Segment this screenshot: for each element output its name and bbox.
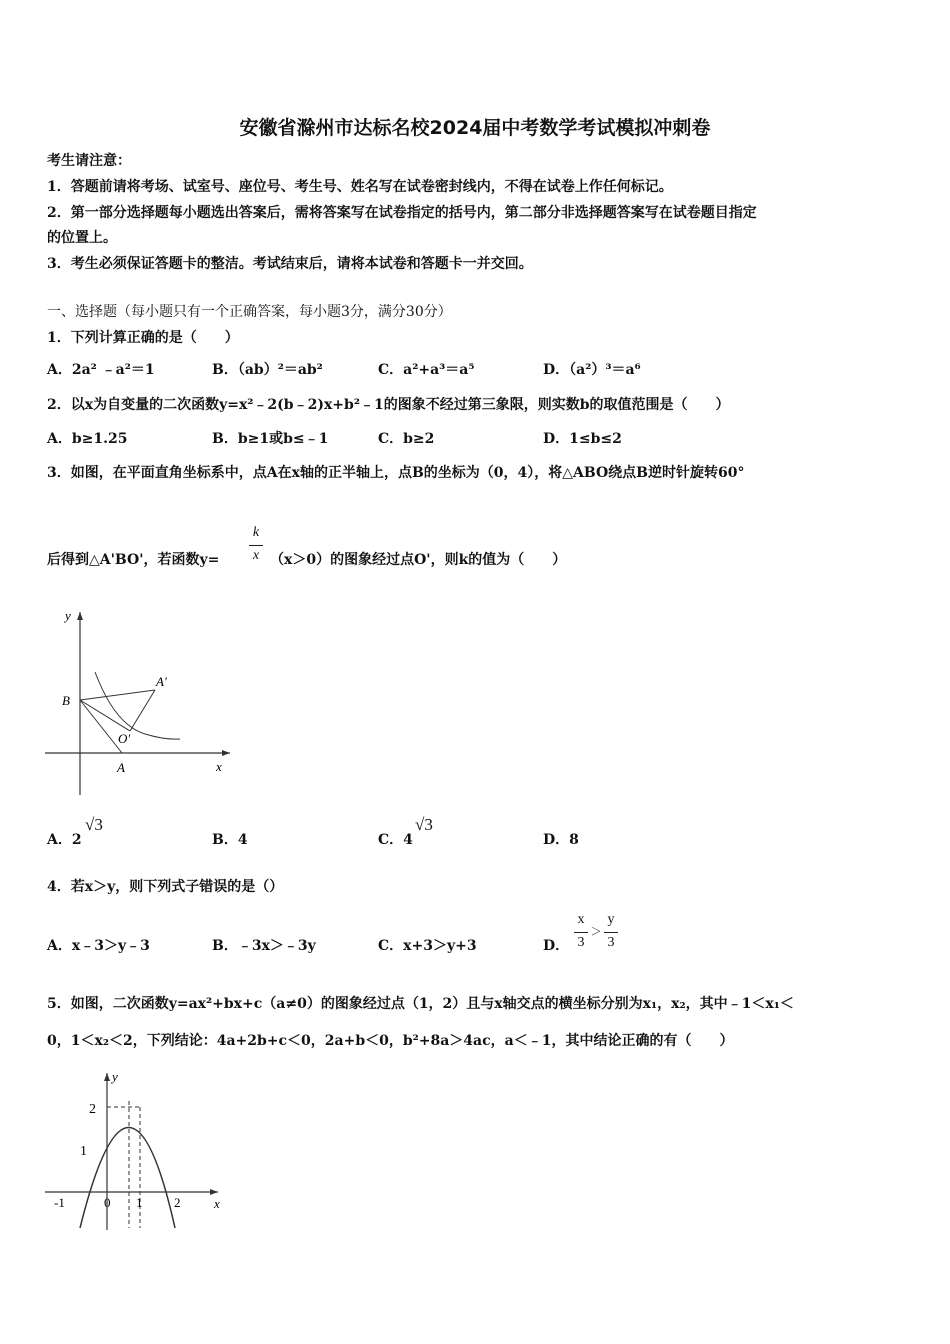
q1-option-b: B．（ab）²＝ab² <box>212 362 323 378</box>
q4-d-bar1 <box>574 932 588 933</box>
q3-figure <box>40 600 240 800</box>
q3-label-b: B <box>62 693 70 708</box>
q3-stem-line1: 3．如图，在平面直角坐标系中，点A在x轴的正半轴上，点B的坐标为（0，4），将△ABO绕点B逆时针旋转60° <box>47 465 745 481</box>
q4-d-num2: y <box>607 912 615 927</box>
q3-label-o-prime: O′ <box>118 731 131 746</box>
q2-option-a: A．b≥1.25 <box>47 431 128 447</box>
notice-item-1: 1．答题前请将考场、试室号、座位号、考生号、姓名写在试卷密封线内，不得在试卷上作任何标记。 <box>47 179 673 195</box>
q3-frac-numerator: k <box>252 525 260 540</box>
q5-tick-0: 0 <box>104 1195 111 1210</box>
q4-d-den1: 3 <box>577 935 585 950</box>
q5-x-arrow <box>210 1189 218 1195</box>
q5-tick-y1: 1 <box>80 1144 87 1159</box>
q5-figure <box>40 1065 240 1235</box>
q3-label-x: x <box>216 759 222 774</box>
q5-tick-neg1: -1 <box>54 1195 65 1210</box>
q4-option-d: D． <box>543 938 570 954</box>
q4-option-c: C．x+3＞y+3 <box>378 938 477 954</box>
q4-d-den2: 3 <box>607 935 615 950</box>
q5-tick-y2: 2 <box>89 1102 96 1117</box>
q3-frac-bar <box>249 545 263 546</box>
q3-label-y: y <box>65 608 71 623</box>
q3-frac-denominator: x <box>252 548 260 563</box>
q1-stem: 1．下列计算正确的是（ ） <box>47 330 239 346</box>
q3-option-a-sqrt: √3 <box>85 815 103 834</box>
q5-parabola <box>80 1128 175 1229</box>
q2-option-c: C．b≥2 <box>378 431 435 447</box>
notice-heading: 考生请注意： <box>47 153 131 169</box>
q5-label-x: x <box>214 1196 220 1211</box>
q3-segment-bo1 <box>80 700 130 731</box>
notice-item-2: 2．第一部分选择题每小题选出答案后，需将答案写在试卷指定的括号内，第二部分非选择题答案写在试卷题目指定 <box>47 205 757 221</box>
q5-label-y: y <box>112 1069 118 1084</box>
q3-x-arrow <box>222 750 230 756</box>
q1-option-a: A．2a² ﹣a²＝1 <box>47 362 155 378</box>
q3-option-d: D．8 <box>543 832 579 848</box>
q3-option-c-sqrt: √3 <box>415 815 433 834</box>
notice-item-2-cont: 的位置上。 <box>47 230 117 246</box>
q2-option-d: D．1≤b≤2 <box>543 431 622 447</box>
q4-d-num1: x <box>577 912 585 927</box>
q3-y-arrow <box>77 612 83 620</box>
q3-option-c: C．4 <box>378 832 413 848</box>
q4-d-gt: ＞ <box>590 926 602 938</box>
q4-option-a: A．x﹣3＞y﹣3 <box>47 938 150 954</box>
q5-tick-1: 1 <box>136 1195 143 1210</box>
q3-stem-line2a: 后得到△A'BO'，若函数y= <box>47 552 220 568</box>
q3-label-a: A <box>117 760 125 775</box>
q4-d-bar2 <box>604 932 618 933</box>
q3-option-b: B．4 <box>212 832 248 848</box>
q3-option-a: A．2 <box>47 832 82 848</box>
q3-stem-line2b: （x＞0）的图象经过点O'，则k的值为（ ） <box>270 552 567 568</box>
section-heading: 一、选择题（每小题只有一个正确答案，每小题3分，满分30分） <box>47 304 452 320</box>
q2-option-b: B．b≥1或b≤﹣1 <box>212 431 329 447</box>
q1-option-c: C．a²+a³＝a⁵ <box>378 362 475 378</box>
q5-tick-2: 2 <box>174 1195 181 1210</box>
q3-segment-a1o1 <box>130 690 155 731</box>
q1-option-d: D．（a²）³＝a⁶ <box>543 362 641 378</box>
q3-segment-ba <box>80 700 122 753</box>
notice-item-3: 3．考生必须保证答题卡的整洁。考试结束后，请将本试卷和答题卡一并交回。 <box>47 256 533 272</box>
q5-stem-line2: 0，1＜x₂＜2，下列结论：4a+2b+c＜0，2a+b＜0，b²+8a＞4ac，a＜﹣1，其中结论正确的有（ ） <box>47 1033 734 1049</box>
q3-label-a-prime: A′ <box>156 674 167 689</box>
q4-stem: 4．若x＞y，则下列式子错误的是（） <box>47 879 284 895</box>
q3-hyperbola <box>95 672 180 739</box>
q3-segment-ba1 <box>80 690 155 700</box>
page-title: 安徽省滁州市达标名校2024届中考数学考试模拟冲刺卷 <box>239 117 711 139</box>
q4-option-b: B．﹣3x＞﹣3y <box>212 938 316 954</box>
q5-y-arrow <box>104 1073 110 1081</box>
q5-stem-line1: 5．如图，二次函数y=ax²+bx+c（a≠0）的图象经过点（1，2）且与x轴交点的横坐标分别为x₁，x₂，其中﹣1＜x₁＜ <box>47 996 794 1012</box>
q2-stem: 2．以x为自变量的二次函数y=x²﹣2(b﹣2)x+b²﹣1的图象不经过第三象限，则实数b的取值范围是（ ） <box>47 397 730 413</box>
